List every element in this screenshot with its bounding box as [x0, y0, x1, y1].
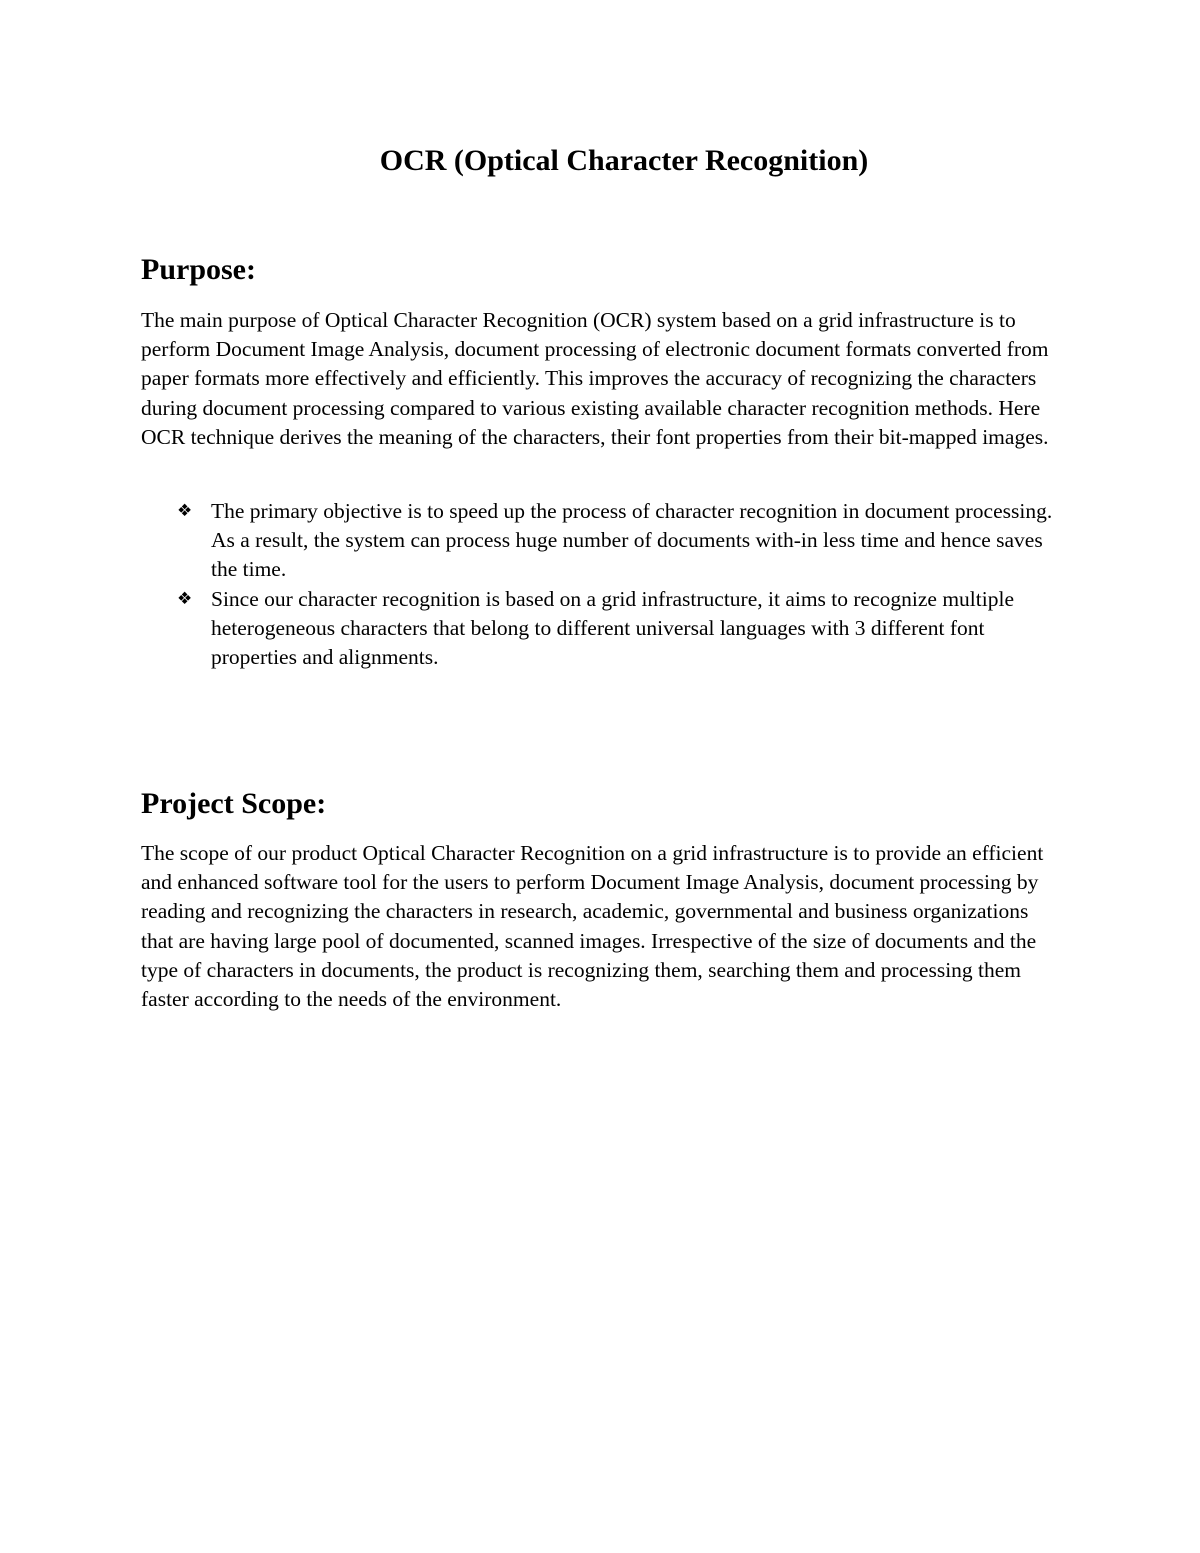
- project-scope-heading: Project Scope:: [141, 787, 327, 820]
- list-item: [141, 585, 1061, 673]
- document-title: OCR (Optical Character Recognition): [379, 144, 869, 177]
- purpose-bullet-list: [141, 497, 1061, 672]
- diamond-bullet-icon: ❖: [177, 501, 193, 521]
- purpose-heading: Purpose:: [141, 253, 256, 286]
- purpose-paragraph: The main purpose of Optical Character Recognition (OCR) system based on a grid infrastructure is to perform Document Image Analysis, document processing of electronic document formats converted from paper formats more effectively and efficiently. This improves the accuracy of recognizing the characters during document processing compared to various existing available character recognition methods. Here OCR technique derives the meaning of the characters, their font properties from their bit-mapped images.: [141, 308, 1049, 449]
- project-scope-paragraph: The scope of our product Optical Character Recognition on a grid infrastructure is to provide an efficient and enhanced software tool for the users to perform Document Image Analysis, document processing by reading and recognizing the characters in research, academic, governmental and business organizations that are having large pool of documented, scanned images. Irrespective of the size of documents and the type of characters in documents, the product is recognizing them, searching them and processing them faster according to the needs of the environment.: [141, 841, 1044, 1012]
- list-item: [141, 497, 1061, 585]
- bullet-text: The primary objective is to speed up the process of character recognition in document processing. As a result, the system can process huge number of documents with-in less time and hence saves the time.: [211, 499, 1053, 582]
- diamond-bullet-icon: ❖: [177, 588, 193, 609]
- bullet-text: Since our character recognition is based on a grid infrastructure, it aims to recognize multiple heterogeneous characters that belong to different universal languages with 3 different font properties and alignments.: [211, 586, 1014, 670]
